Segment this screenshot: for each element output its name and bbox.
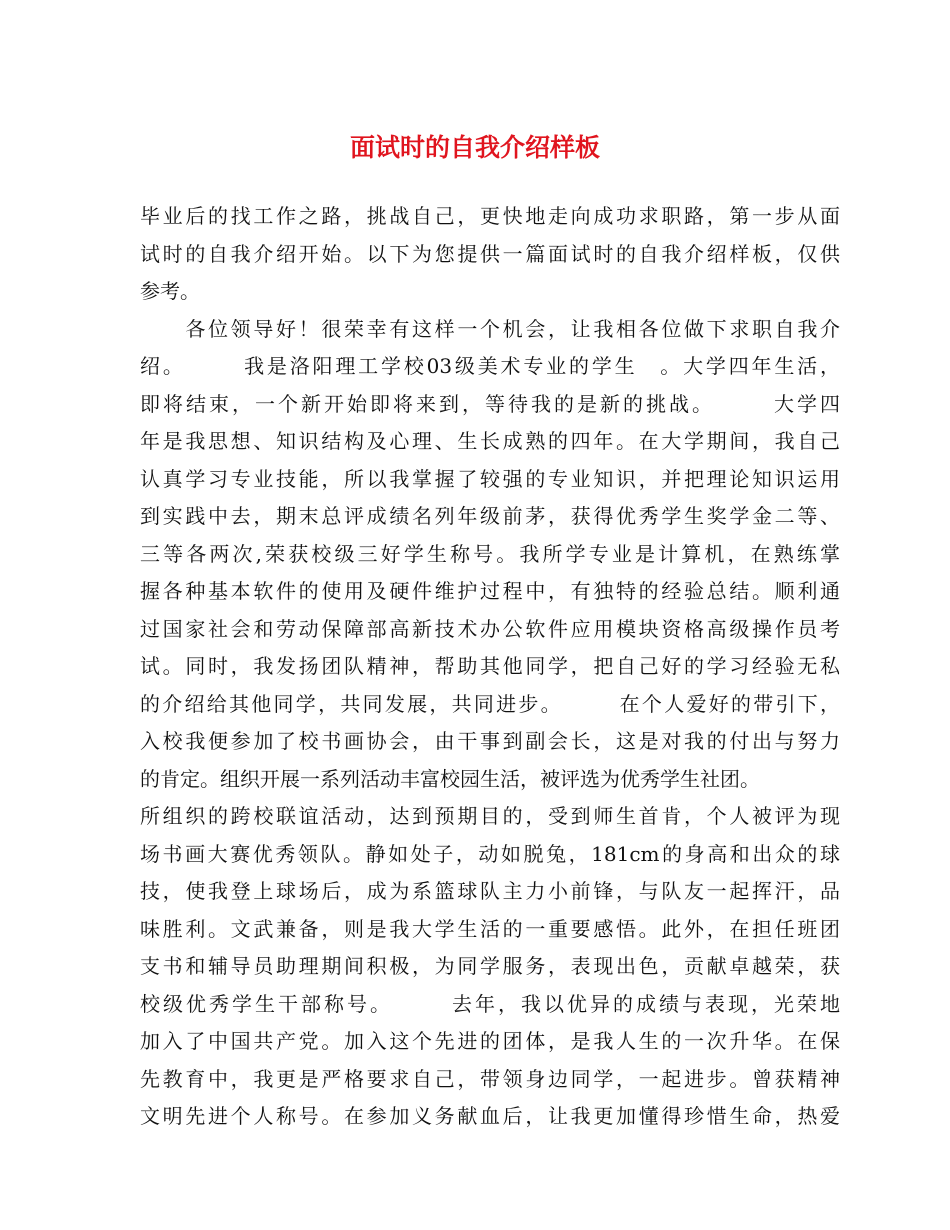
body-text-line: 试时的自我介绍开始。以下为您提供一篇面试时的自我介绍样板，仅供	[140, 241, 840, 266]
body-text-line: 年是我思想、知识结构及心理、生长成熟的四年。在大学期间，我自己	[140, 429, 840, 453]
body-text-line: 入校我便参加了校书画协会，由干事到副会长，这是对我的付出与努力	[140, 729, 840, 753]
body-text-line: 即将结束，一个新开始即将来到，等待我的是新的挑战。 大学四	[140, 391, 840, 416]
body-text-line: 握各种基本软件的使用及硬件维护过程中，有独特的经验总结。顺利通	[140, 579, 840, 603]
body-text-line: 到实践中去，期末总评成绩名列年级前茅，获得优秀学生奖学金二等、	[140, 504, 840, 528]
body-text-line: 先教育中，我更是严格要求自己，带领身边同学，一起进步。曾获精神	[140, 1066, 840, 1091]
body-text-line: 支书和辅导员助理期间积极，为同学服务，表现出色，贡献卓越荣，获	[140, 954, 840, 978]
body-text-line: 各位领导好！很荣幸有这样一个机会，让我相各位做下求职自我介	[140, 316, 840, 341]
body-text-line: 过国家社会和劳动保障部高新技术办公软件应用模块资格高级操作员考	[140, 616, 840, 641]
body-text-line: 文明先进个人称号。在参加义务献血后，让我更加懂得珍惜生命，热爱	[140, 1104, 840, 1128]
body-text-line: 三等各两次,荣获校级三好学生称号。我所学专业是计算机，在熟练掌	[140, 541, 840, 566]
body-text-line: 参考。	[140, 279, 200, 303]
body-text-line: 校级优秀学生干部称号。 去年，我以优异的成绩与表现，光荣地	[140, 991, 840, 1016]
document-body	[140, 198, 840, 1136]
body-text-line: 毕业后的找工作之路，挑战自己，更快地走向成功求职路，第一步从面	[140, 204, 840, 228]
body-text-line: 的肯定。组织开展一系列活动丰富校园生活，被评选为优秀学生社团。	[140, 766, 760, 791]
body-text-line: 加入了中国共产党。加入这个先进的团体，是我人生的一次升华。在保	[140, 1029, 840, 1053]
body-text-line: 所组织的跨校联谊活动，达到预期目的，受到师生首肯，个人被评为现	[140, 804, 840, 828]
body-text-line: 技，使我登上球场后，成为系篮球队主力小前锋，与队友一起挥汗，品	[140, 879, 840, 903]
body-text-line: 味胜利。文武兼备，则是我大学生活的一重要感悟。此外，在担任班团	[140, 916, 840, 941]
body-text-line: 认真学习专业技能，所以我掌握了较强的专业知识，并把理论知识运用	[140, 466, 840, 491]
body-text-line: 试。同时，我发扬团队精神，帮助其他同学，把自己好的学习经验无私	[140, 654, 840, 678]
body-text-line: 的介绍给其他同学，共同发展，共同进步。 在个人爱好的带引下，	[140, 691, 840, 716]
body-text-line: 场书画大赛优秀领队。静如处子，动如脱兔，181cm的身高和出众的球	[140, 841, 840, 866]
document-title: 面试时的自我介绍样板	[349, 133, 600, 162]
body-text-line: 绍。 我是洛阳理工学校03级美术专业的学生 。大学四年生活，	[140, 354, 840, 378]
